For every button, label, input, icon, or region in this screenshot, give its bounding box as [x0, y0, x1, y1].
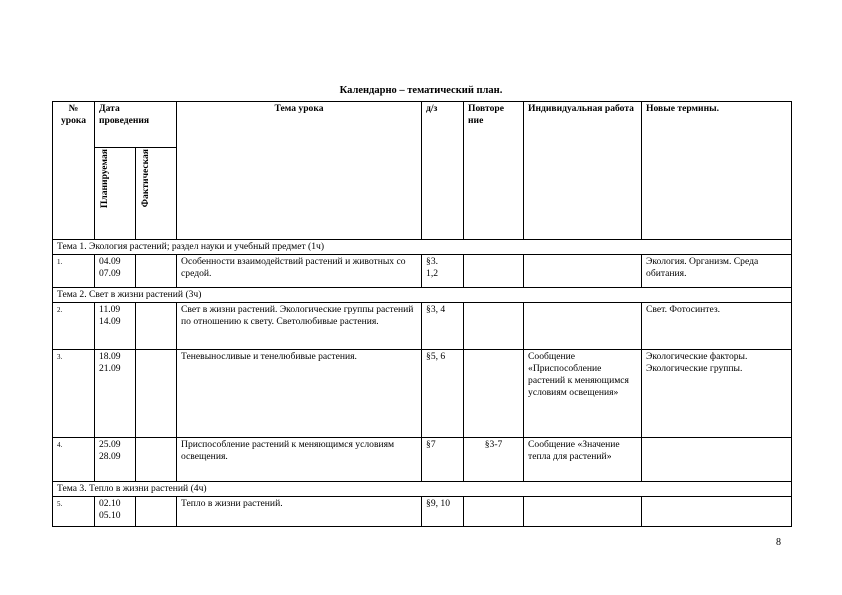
header-date: Дата проведения: [95, 102, 177, 148]
homework-item: §5, 6: [426, 351, 446, 362]
lesson-topic: Теневыносливые и тенелюбивые растения.: [177, 350, 422, 438]
header-date-planned: Планируемая: [99, 149, 110, 209]
lesson-individual-work: [524, 303, 642, 350]
section-row: [53, 482, 792, 497]
header-topic: Тема урока: [177, 102, 422, 240]
lesson-homework: [422, 255, 464, 288]
header-repeat: Повторе ние: [464, 102, 524, 240]
homework-item: §3.: [426, 256, 439, 267]
lesson-dates-planned: [95, 438, 136, 482]
lesson-number: 5.: [53, 497, 95, 527]
lesson-date: 02.10: [99, 498, 121, 509]
lesson-individual-work: Сообщение «Приспособление растений к меняющимся условиям освещения»: [524, 350, 642, 438]
lesson-row: [53, 350, 792, 438]
lesson-date: 18.09: [99, 351, 121, 362]
lesson-repeat: [464, 497, 524, 527]
lesson-dates-planned: [95, 303, 136, 350]
lesson-individual-work: [524, 255, 642, 288]
homework-item: §7: [426, 439, 436, 450]
homework-item: §3, 4: [426, 304, 446, 315]
lesson-row: [53, 497, 792, 527]
lesson-row: [53, 255, 792, 288]
section-row: [53, 240, 792, 255]
header-date-planned-cell: [95, 148, 136, 240]
lesson-repeat: §3-7: [464, 438, 524, 482]
section-title: Тема 3. Тепло в жизни растений (4ч): [53, 482, 792, 497]
lesson-new-terms: [642, 438, 792, 482]
header-num: № урока: [53, 102, 95, 240]
lesson-date: 11.09: [99, 304, 121, 315]
lesson-repeat: [464, 303, 524, 350]
lesson-repeat: [464, 350, 524, 438]
header-terms: Новые термины.: [642, 102, 792, 240]
lesson-topic: Приспособление растений к меняющимся условиям освещения.: [177, 438, 422, 482]
lesson-dates-planned: [95, 497, 136, 527]
lesson-number: 1.: [53, 255, 95, 288]
lesson-dates-planned: [95, 350, 136, 438]
header-homework: д/з: [422, 102, 464, 240]
lesson-new-terms: Экология. Организм. Среда обитания.: [642, 255, 792, 288]
lesson-row: [53, 303, 792, 350]
lesson-dates-actual: [136, 438, 177, 482]
lesson-dates-planned: [95, 255, 136, 288]
lesson-number: 4.: [53, 438, 95, 482]
section-row: [53, 288, 792, 303]
header-date-actual: Фактическая: [140, 149, 151, 208]
section-title: Тема 2. Свет в жизни растений (3ч): [53, 288, 792, 303]
lesson-date: 28.09: [99, 451, 121, 462]
lesson-dates-actual: [136, 497, 177, 527]
lesson-number: 3.: [53, 350, 95, 438]
header-date-actual-cell: [136, 148, 177, 240]
lesson-date: 07.09: [99, 268, 121, 279]
lesson-new-terms: Экологические факторы. Экологические группы.: [642, 350, 792, 438]
lesson-topic: Особенности взаимодействий растений и животных со средой.: [177, 255, 422, 288]
page-number: 8: [776, 537, 781, 548]
lesson-date: 14.09: [99, 316, 121, 327]
lesson-row: [53, 438, 792, 482]
lesson-homework: [422, 497, 464, 527]
lesson-topic: Тепло в жизни растений.: [177, 497, 422, 527]
lesson-new-terms: [642, 497, 792, 527]
lesson-date: 05.10: [99, 510, 121, 521]
homework-item: §9, 10: [426, 498, 450, 509]
section-title: Тема 1. Экология растений; раздел науки и учебный предмет (1ч): [53, 240, 792, 255]
lesson-date: 25.09: [99, 439, 121, 450]
lesson-individual-work: Сообщение «Значение тепла для растений»: [524, 438, 642, 482]
lesson-dates-actual: [136, 255, 177, 288]
lesson-new-terms: Свет. Фотосинтез.: [642, 303, 792, 350]
plan-title: Календарно – тематический план.: [339, 85, 503, 96]
lesson-date: 21.09: [99, 363, 121, 374]
lesson-homework: [422, 438, 464, 482]
homework-item: 1,2: [426, 268, 439, 279]
calendar-plan-table: [52, 101, 792, 527]
lesson-date: 04.09: [99, 256, 121, 267]
lesson-homework: [422, 350, 464, 438]
lesson-homework: [422, 303, 464, 350]
lesson-dates-actual: [136, 303, 177, 350]
lesson-number: 2.: [53, 303, 95, 350]
plan-body: [53, 240, 792, 527]
lesson-dates-actual: [136, 350, 177, 438]
lesson-individual-work: [524, 497, 642, 527]
lesson-repeat: [464, 255, 524, 288]
lesson-topic: Свет в жизни растений. Экологические группы растений по отношению к свету. Светолюбивые растения.: [177, 303, 422, 350]
header-individual: Индивидуальная работа: [524, 102, 642, 240]
